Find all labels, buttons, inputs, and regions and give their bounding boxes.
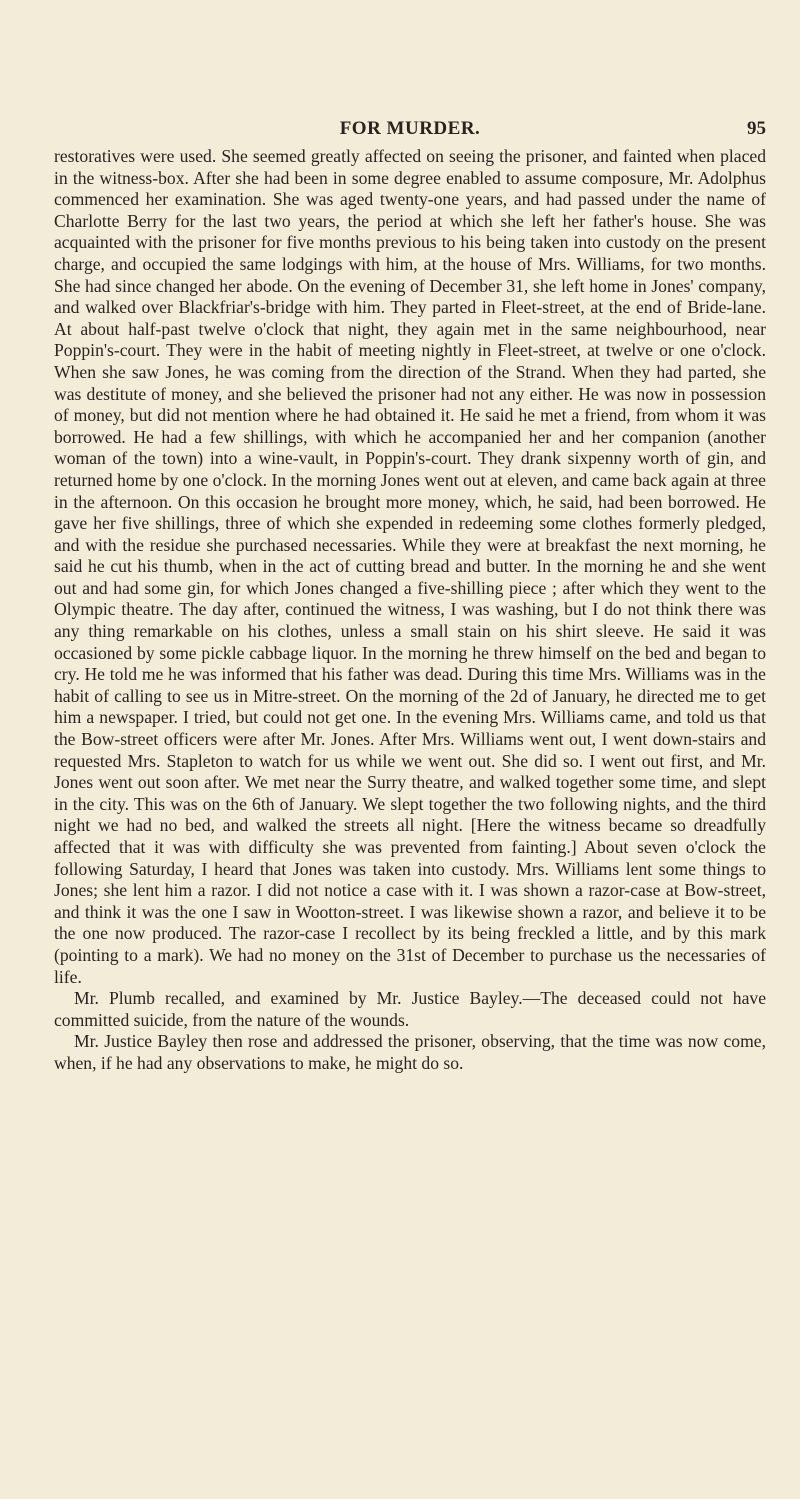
paragraph-testimony: restoratives were used. She seemed greatly affected on seeing the prisoner, and fainted when placed in the witness-box. After she had been in some degree enabled to assume composure, Mr. Adolphus commenced her examination. She was aged twenty-one years, and had passed under the name of Charlotte Berry for the last two years, the period at which she left her father's house. She was acquainted with the prisoner for five months previous to his being taken into custody on the present charge, and occupied the same lodgings with him, at the house of Mrs. Williams, for two months. She had since changed her abode. On the evening of December 31, she left home in Jones' company, and walked over Blackfriar's-bridge with him. They parted in Fleet-street, at the end of Bride-lane. At about half-past twelve o'clock that night, they again met in the same neighbourhood, near Poppin's-court. They were in the habit of meeting nightly in Fleet-street, at twelve or one o'clock. When she saw Jones, he was coming from the direction of the Strand. When they had parted, she was destitute of money, and she believed the prisoner had not any either. He was now in possession of money, but did not mention where he had obtained it. He said he met a friend, from whom it was borrowed. He had a few shillings, with which he accompanied her and her companion (another woman of the town) into a wine-vault, in Poppin's-court. They drank sixpenny worth of gin, and returned home by one o'clock. In the morning Jones went out at eleven, and came back again at three in the afternoon. On this occasion he brought more money, which, he said, had been borrowed. He gave her five shillings, three of which she expended in redeeming some clothes formerly pledged, and with the residue she purchased necessaries. While they were at breakfast the next morning, he said he cut his thumb, when in the act of cutting bread and butter. In the morning he and she went out and had some gin, for which Jones changed a five-shilling piece ; after which they went to the Olympic theatre. The day after, continued the witness, I was washing, but I do not think there was any thing remarkable on his clothes, unless a small stain on his shirt sleeve. He said it was occasioned by some pickle cabbage liquor. In the morning he threw himself on the bed and began to cry. He told me he was informed that his father was dead. During this time Mrs. Williams was in the habit of calling to see us in Mitre-street. On the morning of the 2d of January, he directed me to get him a newspaper. I tried, but could not get one. In the evening Mrs. Williams came, and told us that the Bow-street officers were after Mr. Jones. After Mrs. Williams went out, I went down-stairs and requested Mrs. Stapleton to watch for us while we went out. She did so. I went out first, and Mr. Jones went out soon after. We met near the Surry theatre, and walked together some time, and slept in the city. This was on the 6th of January. We slept together the two following nights, and the third night we had no bed, and walked the streets all night. [Here the witness became so dreadfully affected that it was with difficulty she was prevented from fainting.] About seven o'clock the following Saturday, I heard that Jones was taken into custody. Mrs. Williams lent some things to Jones; she lent him a razor. I did not notice a case with it. I was shown a razor-case at Bow-street, and think it was the one I saw in Wootton-street. I was likewise shown a razor, and believe it to be the one now produced. The razor-case I recollect by its being freckled a little, and by this mark (pointing to a mark). We had no money on the 31st of December to purchase us the necessaries of life.: [54, 146, 766, 987]
paragraph-justice-bayley: Mr. Justice Bayley then rose and addressed the prisoner, observing, that the time was now come, when, if he had any observations to make, he might do so.: [54, 1031, 766, 1073]
running-head: [54, 118, 766, 142]
body-text: [54, 146, 766, 1075]
running-title: FOR MURDER.: [339, 118, 481, 139]
paragraph-plumb-recalled: Mr. Plumb recalled, and examined by Mr. Justice Bayley.—The deceased could not have committed suicide, from the nature of the wounds.: [54, 988, 766, 1030]
page-number: 95: [747, 118, 766, 139]
